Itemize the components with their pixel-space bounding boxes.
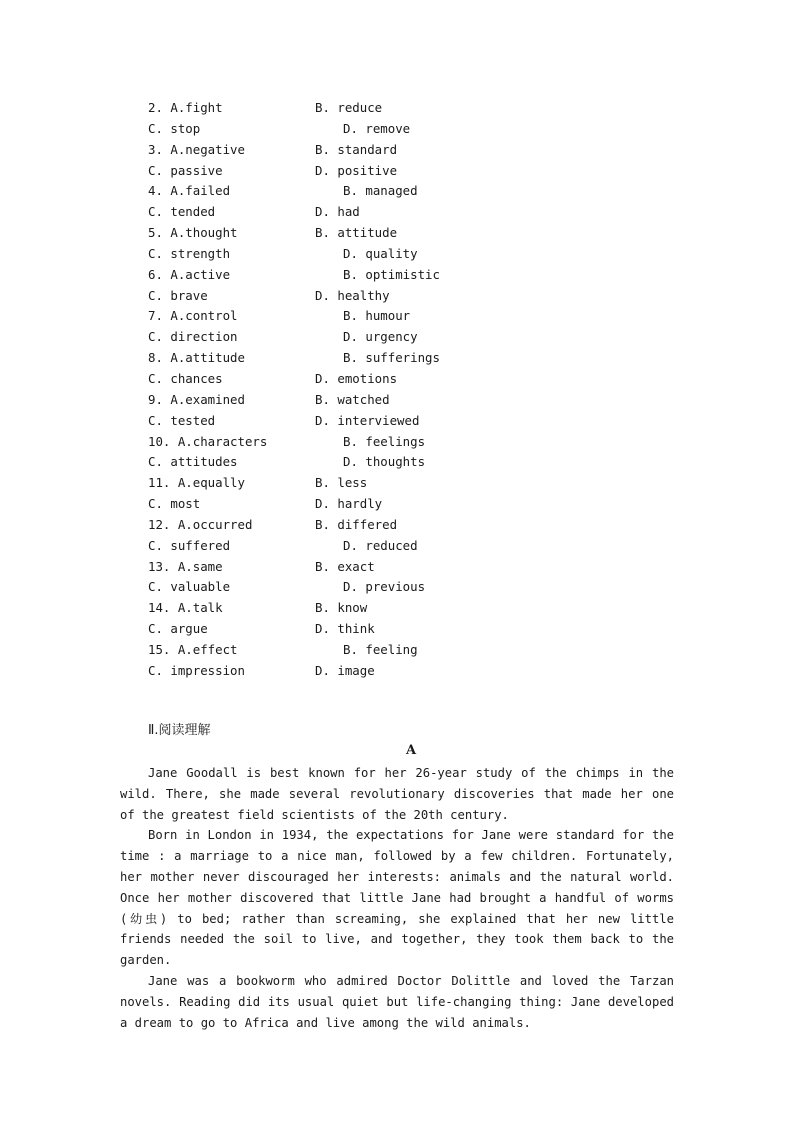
option-row	[148, 265, 688, 286]
option-left: 4. A.failed	[148, 183, 231, 199]
option-row	[148, 640, 688, 661]
option-right: D. had	[315, 204, 360, 220]
option-left: 8. A.attitude	[148, 350, 245, 366]
option-left: C. passive	[148, 162, 223, 178]
option-right: D. urgency	[343, 329, 418, 345]
option-right: B. reduce	[315, 100, 383, 115]
option-right: D. remove	[343, 120, 411, 136]
option-left: C. brave	[148, 287, 208, 303]
option-row	[148, 223, 688, 244]
option-left: C. tended	[148, 204, 216, 220]
option-left: 11. A.equally	[148, 475, 245, 491]
option-row	[148, 619, 688, 640]
option-row	[148, 140, 688, 161]
option-row	[148, 432, 688, 453]
option-right: B. feeling	[343, 641, 418, 657]
section-heading: Ⅱ.阅读理解	[148, 723, 211, 738]
option-left: C. most	[148, 496, 201, 512]
option-left: C. stop	[148, 120, 201, 136]
option-left: 6. A.active	[148, 266, 231, 282]
option-right: B. exact	[315, 558, 375, 574]
option-row	[148, 161, 688, 182]
option-right: D. interviewed	[315, 412, 420, 428]
option-left: 2. A.fight	[148, 100, 223, 115]
option-right: D. positive	[315, 162, 398, 178]
option-right: D. image	[315, 662, 375, 678]
passage-paragraph: Jane Goodall is best known for her 26-year study of the chimps in the wild. There, she made several revolutionary discoveries that made her one of the greatest field scientists of the 20th century.	[120, 766, 674, 822]
option-row	[148, 557, 688, 578]
option-row	[148, 411, 688, 432]
option-left: C. tested	[148, 412, 216, 428]
option-row	[148, 98, 688, 119]
option-right: B. optimistic	[343, 266, 440, 282]
option-row	[148, 473, 688, 494]
option-row	[148, 181, 688, 202]
option-left: 7. A.control	[148, 308, 238, 324]
option-left: C. direction	[148, 329, 238, 345]
option-left: C. argue	[148, 621, 208, 637]
option-right: D. think	[315, 621, 375, 637]
option-row	[148, 244, 688, 265]
option-left: C. valuable	[148, 579, 231, 595]
option-left: 15. A.effect	[148, 641, 238, 657]
passage-paragraph: Born in London in 1934, the expectations for Jane were standard for the time : a marriage to a nice man, followed by a few children. Fortunately, her mother never discouraged her interests: animals and the natural world. Once her mother discovered that little Jane had brought a handful of worms (幼虫) to bed; rather than screaming, she explained that her new little friends needed the soil to live, and together, they took them back to the garden.	[120, 828, 674, 968]
option-right: B. attitude	[315, 225, 398, 241]
option-right: B. standard	[315, 141, 398, 157]
option-row	[148, 598, 688, 619]
answer-options-list	[148, 98, 688, 682]
option-row	[148, 515, 688, 536]
option-left: C. impression	[148, 662, 245, 678]
option-right: B. humour	[343, 308, 411, 324]
option-left: 5. A.thought	[148, 225, 238, 241]
option-right: B. differed	[315, 516, 398, 532]
option-row	[148, 202, 688, 223]
option-row	[148, 286, 688, 307]
option-row	[148, 390, 688, 411]
option-left: 12. A.occurred	[148, 516, 253, 532]
passage-paragraph: Jane was a bookworm who admired Doctor Dolittle and loved the Tarzan novels. Reading did its usual quiet but life-changing thing: Jane developed a dream to go to Africa and live among the wild animals.	[120, 973, 674, 1030]
option-left: 14. A.talk	[148, 600, 223, 616]
option-row	[148, 306, 688, 327]
option-right: D. thoughts	[343, 454, 426, 470]
option-right: B. know	[315, 600, 368, 616]
option-row	[148, 119, 688, 140]
option-left: 9. A.examined	[148, 391, 245, 407]
option-right: D. hardly	[315, 496, 383, 512]
option-right: B. less	[315, 475, 368, 491]
option-left: C. suffered	[148, 537, 231, 553]
option-left: 13. A.same	[148, 558, 223, 574]
option-row	[148, 577, 688, 598]
option-right: B. feelings	[343, 433, 426, 449]
passage-body	[120, 763, 674, 1033]
option-right: D. previous	[343, 579, 426, 595]
option-row	[148, 369, 688, 390]
option-row	[148, 536, 688, 557]
option-row	[148, 327, 688, 348]
passage-title: A	[405, 743, 417, 758]
option-left: 10. A.characters	[148, 433, 268, 449]
option-row	[148, 494, 688, 515]
option-right: D. reduced	[343, 537, 418, 553]
option-right: D. emotions	[315, 370, 398, 386]
option-right: D. healthy	[315, 287, 390, 303]
option-right: B. sufferings	[343, 350, 440, 366]
option-row	[148, 661, 688, 682]
option-left: C. strength	[148, 245, 231, 261]
option-row	[148, 348, 688, 369]
option-right: B. watched	[315, 391, 390, 407]
option-right: B. managed	[343, 183, 418, 199]
option-left: C. chances	[148, 370, 223, 386]
option-left: C. attitudes	[148, 454, 238, 470]
option-left: 3. A.negative	[148, 141, 245, 157]
option-right: D. quality	[343, 245, 418, 261]
option-row	[148, 452, 688, 473]
